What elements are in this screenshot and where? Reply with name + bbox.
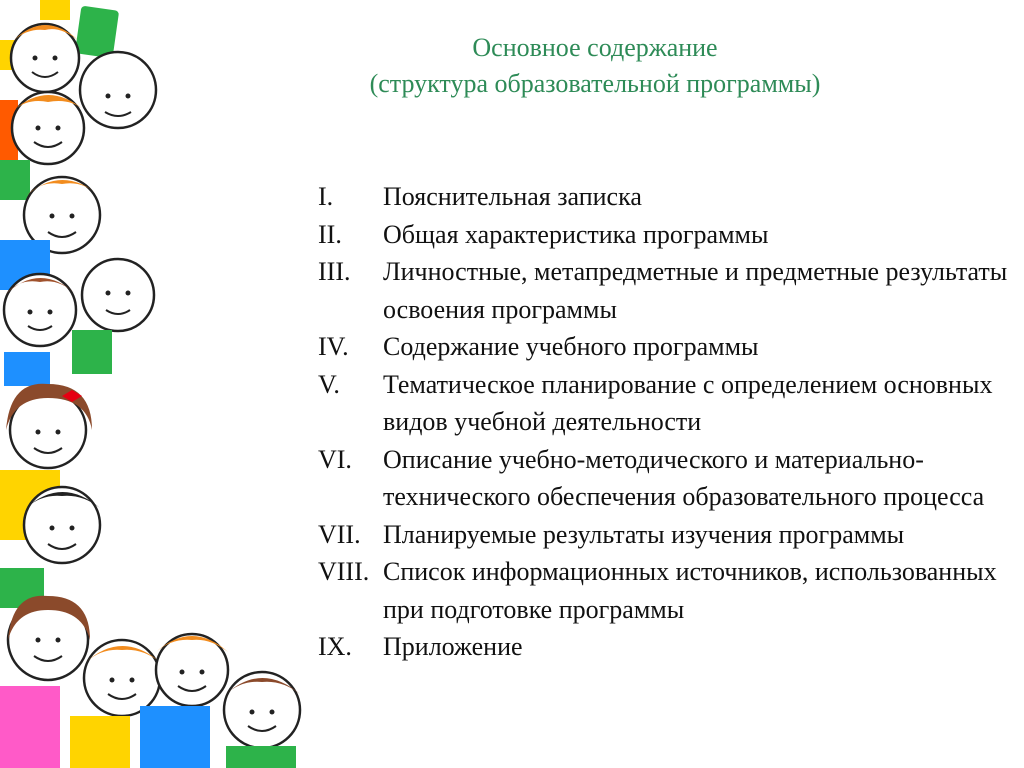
list-item (318, 628, 1018, 666)
list-item (318, 216, 1018, 254)
item-number: III. (318, 257, 351, 286)
item-text: Список информационных источников, использованных при подготовке программы (383, 557, 997, 624)
list-item (318, 516, 1018, 554)
item-number: I. (318, 182, 334, 211)
item-number: IV. (318, 332, 349, 361)
item-text: Пояснительная записка (383, 182, 642, 211)
item-text: Содержание учебного программы (383, 332, 759, 361)
title-line-2: (структура образовательной программы) (369, 69, 821, 98)
children-border-illustration (0, 0, 330, 768)
list-item (318, 328, 1018, 366)
item-number: V. (318, 369, 340, 399)
item-number: VIII. (318, 557, 370, 586)
item-number: VII. (318, 519, 361, 549)
item-text: Тематическое планирование с определением основных видов учебной деятельности (383, 369, 993, 436)
item-number: IX. (318, 632, 352, 661)
list-item (318, 441, 1018, 516)
list-item (318, 366, 1018, 441)
item-number: VI. (318, 444, 352, 474)
item-text: Общая характеристика программы (383, 219, 769, 249)
list-item (318, 253, 1018, 328)
item-text: Личностные, метапредметные и предметные результаты освоения программы (383, 257, 1008, 324)
item-number: II. (318, 219, 342, 249)
program-structure-list (318, 178, 1018, 666)
title-line-1: Основное содержание (472, 33, 718, 62)
item-text: Планируемые результаты изучения программы (383, 519, 905, 549)
item-text: Приложение (383, 632, 523, 661)
item-text: Описание учебно-методического и материально-технического обеспечения образовательного процесса (383, 444, 985, 511)
list-item (318, 553, 1018, 628)
slide-title (300, 30, 890, 102)
list-item (318, 178, 1018, 216)
